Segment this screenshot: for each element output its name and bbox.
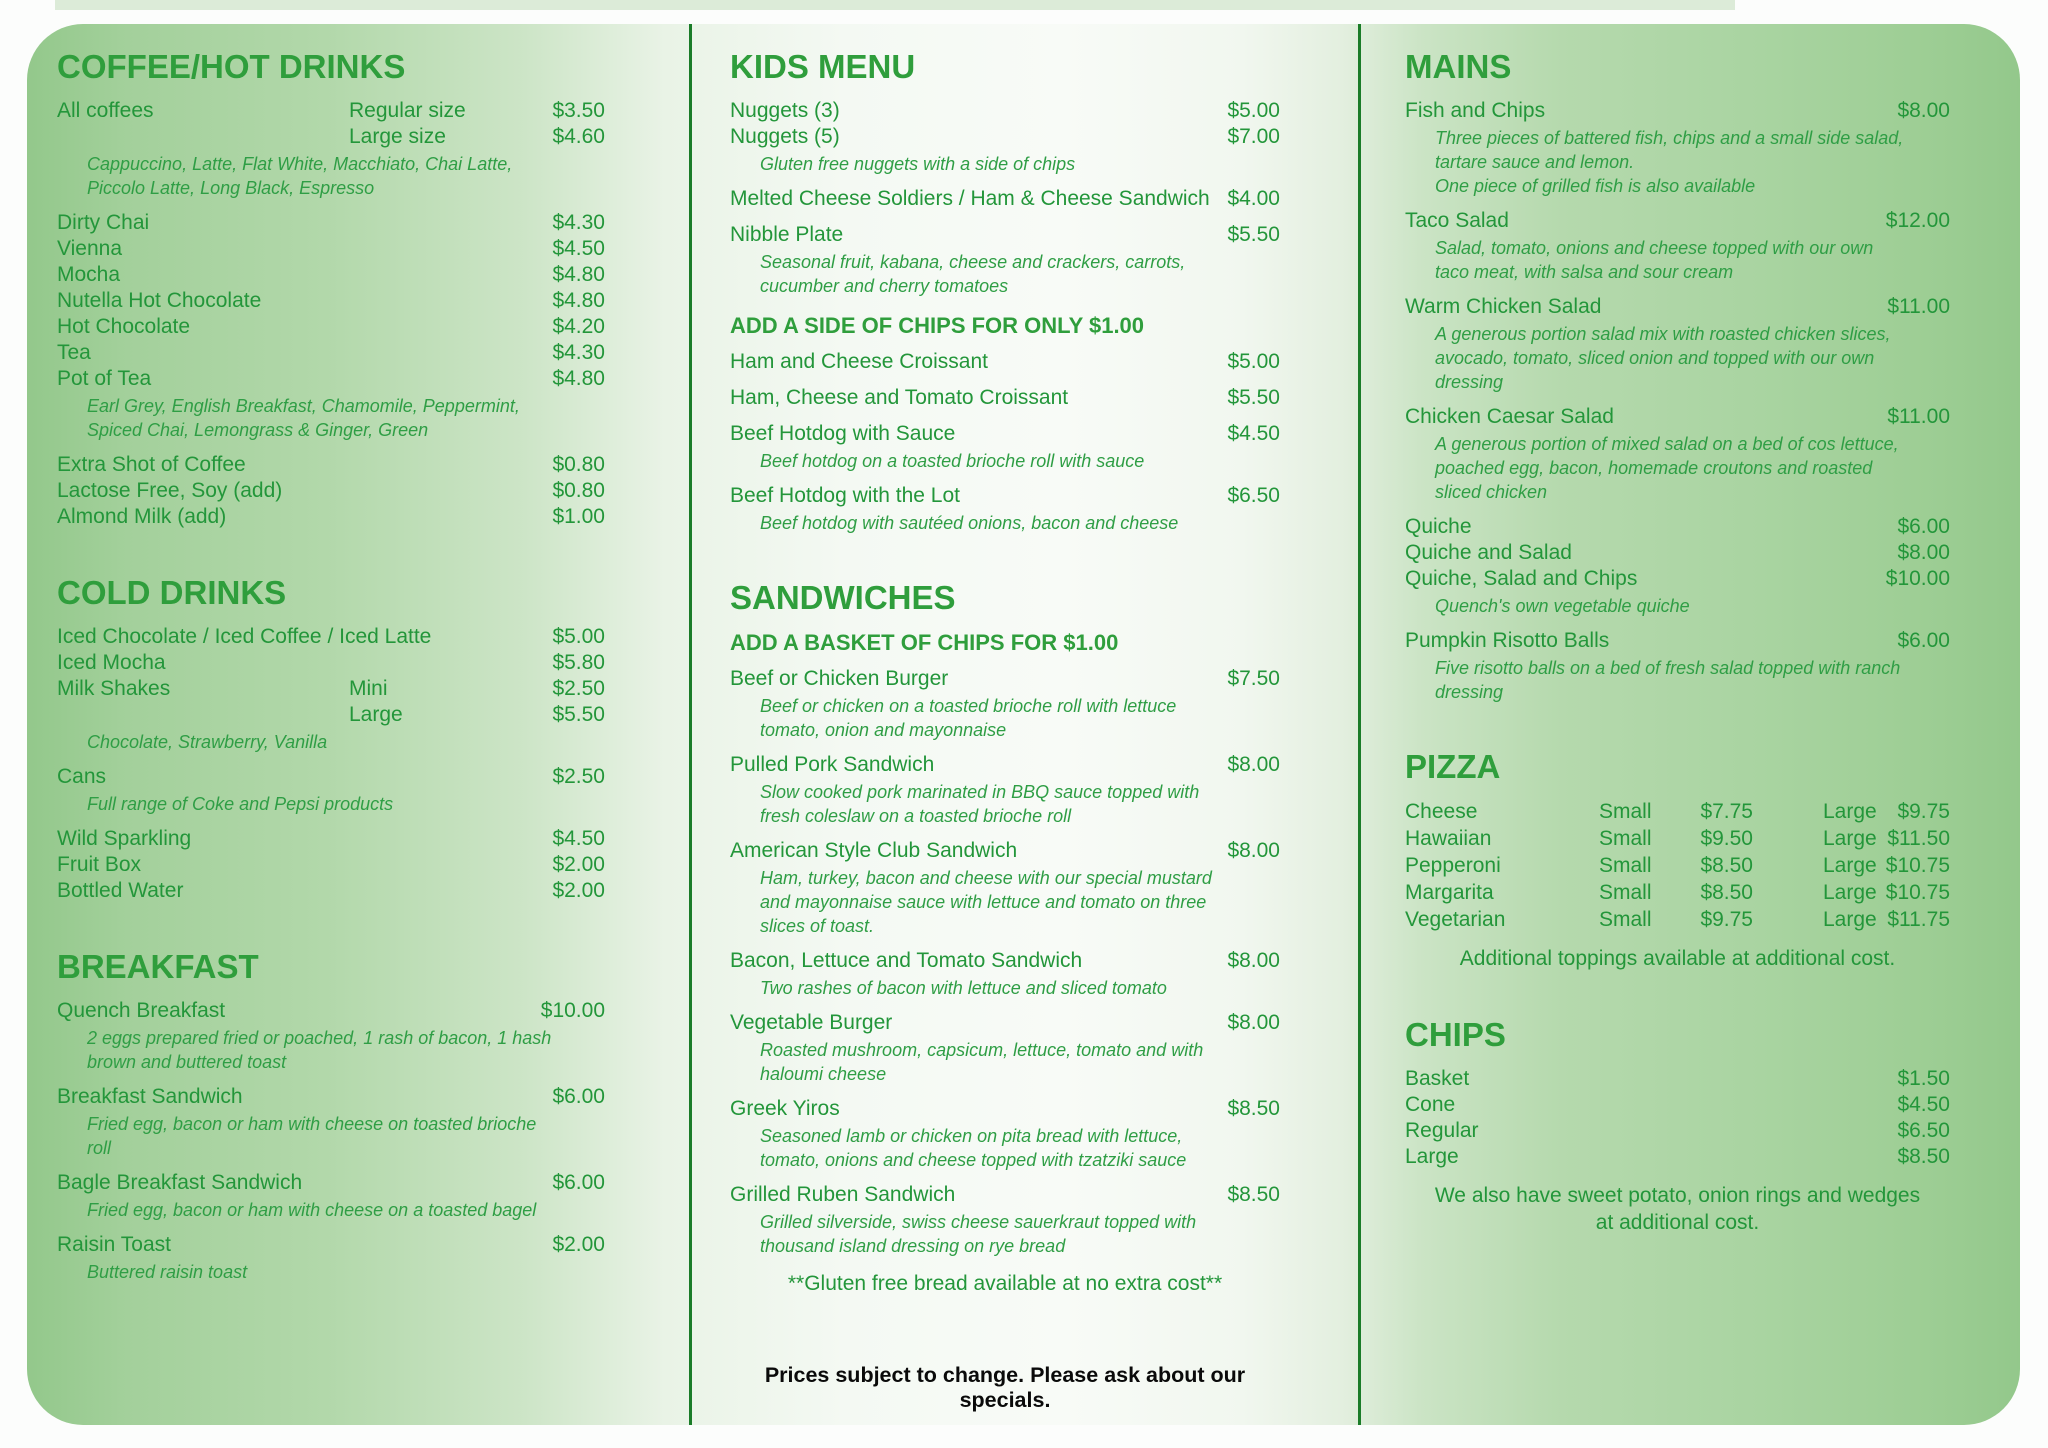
item-description: Roasted mushroom, capsicum, lettuce, tomato and with haloumi cheese: [760, 1040, 1204, 1084]
item-description: Ham, turkey, bacon and cheese with our special mustard and mayonnaise sauce with lettuce and tomato on three slices of toast.: [760, 868, 1212, 936]
item-description: Fried egg, bacon or ham with cheese on toasted brioche roll: [87, 1114, 537, 1158]
section-title: COLD DRINKS: [57, 574, 287, 611]
size-label-large: Large: [1823, 827, 1877, 850]
menu-item: [730, 838, 1280, 864]
item-description: Two rashes of bacon with lettuce and sliced tomato: [760, 978, 1167, 998]
scan-edge-strip: [55, 0, 1735, 10]
footer-note: Prices subject to change. Please ask about our specials.: [764, 1363, 1246, 1412]
item-name: Breakfast Sandwich: [57, 1085, 243, 1108]
size-label-small: Small: [1599, 881, 1652, 904]
section-title: SANDWICHES: [730, 579, 956, 616]
item-size-label: Large size: [349, 125, 446, 148]
item-description: Beef hotdog with sautéed onions, bacon and cheese: [760, 513, 1179, 533]
item-price: $8.00: [1227, 1011, 1280, 1034]
menu-item: [57, 366, 605, 392]
item-name: Dirty Chai: [57, 211, 150, 234]
menu-item: [57, 210, 605, 236]
item-description: Buttered raisin toast: [87, 1262, 248, 1282]
pizza-row: [1405, 798, 1950, 825]
size-label-large: Large: [1823, 881, 1877, 904]
item-name: Hot Chocolate: [57, 315, 191, 338]
menu-item: [730, 752, 1280, 778]
menu-section: [1405, 748, 1950, 972]
item-name: Chicken Caesar Salad: [1405, 405, 1614, 428]
item-name: Bacon, Lettuce and Tomato Sandwich: [730, 949, 1083, 972]
menu-item: [1405, 1144, 1950, 1170]
item-price: $8.50: [1227, 1183, 1280, 1206]
menu-card: [27, 24, 2020, 1425]
item-price: $5.00: [552, 625, 605, 648]
menu-section: [730, 579, 1280, 1297]
item-name: All coffees: [57, 99, 154, 122]
menu-section: [57, 574, 605, 904]
item-price: $2.50: [552, 765, 605, 788]
item-name: Iced Chocolate / Iced Coffee / Iced Latte: [57, 625, 432, 648]
item-name: Quiche: [1405, 515, 1472, 538]
item-name: Greek Yiros: [730, 1097, 840, 1120]
section-note: We also have sweet potato, onion rings and wedges at additional cost.: [1434, 1184, 1921, 1234]
item-price: $4.60: [552, 125, 605, 148]
item-name: Tea: [57, 341, 91, 364]
item-price: $2.00: [552, 1233, 605, 1256]
menu-section: [57, 948, 605, 1284]
menu-item: [1405, 540, 1950, 566]
item-description: Salad, tomato, onions and cheese topped with our own taco meat, with salsa and sour cream: [1435, 238, 1874, 282]
item-description: Chocolate, Strawberry, Vanilla: [87, 732, 328, 752]
item-price: $6.00: [552, 1171, 605, 1194]
item-price: $2.00: [552, 853, 605, 876]
item-name: Ham, Cheese and Tomato Croissant: [730, 386, 1069, 409]
item-price: $6.50: [1227, 484, 1280, 507]
menu-item: [730, 1182, 1280, 1208]
item-price: $5.50: [1227, 386, 1280, 409]
menu-item: [57, 314, 605, 340]
item-name: Grilled Ruben Sandwich: [730, 1183, 956, 1206]
item-name: Ham and Cheese Croissant: [730, 350, 988, 373]
item-description: Seasoned lamb or chicken on pita bread with lettuce, tomato, onions and cheese topped with tzatziki sauce: [760, 1126, 1187, 1170]
item-price-large: $11.75: [1887, 908, 1950, 931]
item-name: Cone: [1405, 1093, 1456, 1116]
item-name: Mocha: [57, 263, 121, 286]
item-price: $2.00: [552, 879, 605, 902]
menu-item: [730, 483, 1280, 509]
item-price: $1.00: [552, 505, 605, 528]
item-description: Earl Grey, English Breakfast, Chamomile, Peppermint, Spiced Chai, Lemongrass & Ginger, Green: [87, 396, 520, 440]
menu-item: [57, 1170, 605, 1196]
item-price: $10.00: [1885, 567, 1950, 590]
item-name: Regular: [1405, 1119, 1479, 1142]
item-price: $4.30: [552, 211, 605, 234]
item-name: Cans: [57, 765, 107, 788]
item-name: Bagle Breakfast Sandwich: [57, 1171, 303, 1194]
menu-item: [57, 124, 605, 150]
item-price: $0.80: [552, 479, 605, 502]
section-title: PIZZA: [1405, 748, 1501, 785]
menu-item: [730, 948, 1280, 974]
item-price: $11.00: [1887, 295, 1950, 318]
menu-item: [57, 764, 605, 790]
section-note: Additional toppings available at additional cost.: [1459, 947, 1896, 970]
menu-item: [1405, 1118, 1950, 1144]
item-name: Beef or Chicken Burger: [730, 667, 949, 690]
item-name: Melted Cheese Soldiers / Ham & Cheese Sandwich: [730, 187, 1210, 210]
item-description: Gluten free nuggets with a side of chips: [760, 154, 1076, 174]
item-price-large: $9.75: [1897, 800, 1950, 823]
menu-section: [1405, 1016, 1950, 1236]
item-price: $8.50: [1227, 1097, 1280, 1120]
pizza-row: [1405, 825, 1950, 852]
item-name: Cheese: [1405, 800, 1478, 823]
menu-item: [57, 878, 605, 904]
item-name: Hawaiian: [1405, 827, 1492, 850]
item-name: Extra Shot of Coffee: [57, 453, 246, 476]
menu-section: [57, 48, 605, 530]
menu-item: [57, 478, 605, 504]
section-title: CHIPS: [1405, 1016, 1506, 1053]
menu-column-middle: [730, 42, 1280, 1303]
size-label-small: Small: [1599, 908, 1652, 931]
item-description: Five risotto balls on a bed of fresh salad topped with ranch dressing: [1435, 658, 1901, 702]
item-name: Lactose Free, Soy (add): [57, 479, 283, 502]
item-description: Quench's own vegetable quiche: [1435, 596, 1690, 616]
item-name: Pepperoni: [1405, 854, 1501, 877]
menu-item: [57, 624, 605, 650]
item-price: $8.00: [1227, 839, 1280, 862]
section-title: COFFEE/HOT DRINKS: [57, 48, 406, 85]
item-description: One piece of grilled fish is also available: [1435, 176, 1756, 196]
section-note: **Gluten free bread available at no extra cost**: [787, 1272, 1223, 1295]
item-name: Basket: [1405, 1067, 1470, 1090]
menu-item: [57, 998, 605, 1024]
item-price: $1.50: [1897, 1067, 1950, 1090]
menu-item: [730, 349, 1280, 375]
menu-item: [730, 1010, 1280, 1036]
item-description: A generous portion salad mix with roasted chicken slices, avocado, tomato, sliced onion and topped with our own dressing: [1435, 324, 1891, 392]
item-price: $4.80: [552, 289, 605, 312]
menu-item: [730, 98, 1280, 124]
menu-item: [1405, 98, 1950, 124]
item-price: $4.50: [552, 237, 605, 260]
item-name: Bottled Water: [57, 879, 184, 902]
item-description: Three pieces of battered fish, chips and a small side salad, tartare sauce and lemon.: [1435, 128, 1904, 172]
menu-item: [57, 1232, 605, 1258]
item-price: $4.50: [552, 827, 605, 850]
menu-item: [57, 236, 605, 262]
item-price: $0.80: [552, 453, 605, 476]
item-price: $12.00: [1885, 209, 1950, 232]
item-price: $4.30: [552, 341, 605, 364]
item-name: Raisin Toast: [57, 1233, 172, 1256]
pizza-row: [1405, 906, 1950, 933]
size-label-small: Small: [1599, 827, 1652, 850]
pizza-row: [1405, 879, 1950, 906]
menu-item: [57, 340, 605, 366]
item-price: $4.80: [552, 263, 605, 286]
size-label-large: Large: [1823, 908, 1877, 931]
item-name: American Style Club Sandwich: [730, 839, 1018, 862]
item-name: Wild Sparkling: [57, 827, 192, 850]
item-name: Vienna: [57, 237, 123, 260]
item-name: Quench Breakfast: [57, 999, 226, 1022]
menu-item: [1405, 628, 1950, 654]
item-description: Beef hotdog on a toasted brioche roll with sauce: [760, 451, 1145, 471]
menu-item: [57, 650, 605, 676]
menu-item: [57, 504, 605, 530]
item-name: Pulled Pork Sandwich: [730, 753, 935, 776]
item-name: Fruit Box: [57, 853, 142, 876]
item-name: Almond Milk (add): [57, 505, 227, 528]
item-price: $4.20: [552, 315, 605, 338]
item-description: Seasonal fruit, kabana, cheese and crackers, carrots, cucumber and cherry tomatoes: [760, 252, 1186, 296]
menu-item: [1405, 514, 1950, 540]
item-size-label: Large: [349, 703, 403, 726]
item-price: $5.00: [1227, 350, 1280, 373]
item-price: $4.50: [1897, 1093, 1950, 1116]
item-name: Fish and Chips: [1405, 99, 1546, 122]
menu-section: [1405, 48, 1950, 704]
item-price: $7.00: [1227, 125, 1280, 148]
item-price-small: $8.50: [1700, 854, 1753, 877]
item-price: $6.00: [552, 1085, 605, 1108]
menu-item: [730, 186, 1280, 212]
item-name: Nibble Plate: [730, 223, 844, 246]
menu-item: [1405, 1066, 1950, 1092]
menu-item: [730, 421, 1280, 447]
item-price: $5.00: [1227, 99, 1280, 122]
item-price: $4.50: [1227, 422, 1280, 445]
item-size-label: Mini: [349, 677, 388, 700]
item-name: Beef Hotdog with the Lot: [730, 484, 960, 507]
item-name: Large: [1405, 1145, 1459, 1168]
item-name: Margarita: [1405, 881, 1494, 904]
menu-item: [57, 1084, 605, 1110]
menu-item: [730, 385, 1280, 411]
item-description: 2 eggs prepared fried or poached, 1 rash of bacon, 1 hash brown and buttered toast: [87, 1028, 552, 1072]
item-price-small: $8.50: [1700, 881, 1753, 904]
size-label-small: Small: [1599, 854, 1652, 877]
item-price: $6.00: [1897, 515, 1950, 538]
item-price: $4.00: [1227, 187, 1280, 210]
menu-item: [57, 452, 605, 478]
item-name: Iced Mocha: [57, 651, 166, 674]
menu-column-right: [1405, 42, 1950, 1242]
item-price: $5.50: [552, 703, 605, 726]
item-description: A generous portion of mixed salad on a bed of cos lettuce, poached egg, bacon, homemade croutons and roasted sliced chicken: [1435, 434, 1899, 502]
item-price: $5.80: [552, 651, 605, 674]
item-description: Beef or chicken on a toasted brioche roll with lettuce tomato, onion and mayonnaise: [760, 696, 1177, 740]
item-name: Pumpkin Risotto Balls: [1405, 629, 1610, 652]
item-price: $8.00: [1897, 541, 1950, 564]
sub-header: ADD A BASKET OF CHIPS FOR $1.00: [730, 630, 1119, 655]
menu-item: [1405, 294, 1950, 320]
item-price: $8.50: [1897, 1145, 1950, 1168]
item-name: Nuggets (5): [730, 125, 840, 148]
item-price: $6.50: [1897, 1119, 1950, 1142]
item-price: $8.00: [1227, 949, 1280, 972]
size-label-small: Small: [1599, 800, 1652, 823]
item-price-large: $10.75: [1885, 881, 1950, 904]
item-price-large: $11.50: [1887, 827, 1950, 850]
section-title: MAINS: [1405, 48, 1512, 85]
menu-item: [57, 676, 605, 702]
menu-item: [57, 288, 605, 314]
item-description: Fried egg, bacon or ham with cheese on a toasted bagel: [87, 1200, 537, 1220]
item-price: $3.50: [552, 99, 605, 122]
item-name: Beef Hotdog with Sauce: [730, 422, 956, 445]
menu-item: [1405, 1092, 1950, 1118]
item-price: $7.50: [1227, 667, 1280, 690]
menu-item: [730, 124, 1280, 150]
menu-item: [57, 98, 605, 124]
sub-header: ADD A SIDE OF CHIPS FOR ONLY $1.00: [730, 313, 1145, 338]
item-price-small: $7.75: [1700, 800, 1753, 823]
pizza-row: [1405, 852, 1950, 879]
item-price: $6.00: [1897, 629, 1950, 652]
menu-item: [730, 666, 1280, 692]
item-price-small: $9.75: [1700, 908, 1753, 931]
item-name: Taco Salad: [1405, 209, 1509, 232]
menu-item: [730, 222, 1280, 248]
item-description: Cappuccino, Latte, Flat White, Macchiato, Chai Latte, Piccolo Latte, Long Black, Espresso: [87, 154, 513, 198]
menu-item: [57, 702, 605, 728]
item-price-small: $9.50: [1700, 827, 1753, 850]
column-divider-right: [1358, 24, 1361, 1425]
item-name: Warm Chicken Salad: [1405, 295, 1602, 318]
column-divider-left: [689, 24, 692, 1425]
menu-item: [1405, 404, 1950, 430]
item-price-large: $10.75: [1885, 854, 1950, 877]
item-name: Nuggets (3): [730, 99, 840, 122]
item-price: $2.50: [552, 677, 605, 700]
menu-item: [730, 1096, 1280, 1122]
item-description: Grilled silverside, swiss cheese sauerkraut topped with thousand island dressing on rye bread: [760, 1212, 1197, 1256]
menu-item: [57, 262, 605, 288]
item-price: $4.80: [552, 367, 605, 390]
item-price: $10.00: [540, 999, 605, 1022]
menu-section: [730, 48, 1280, 535]
item-size-label: Regular size: [349, 99, 466, 122]
item-price: $8.00: [1897, 99, 1950, 122]
item-name: Quiche and Salad: [1405, 541, 1572, 564]
size-label-large: Large: [1823, 800, 1877, 823]
menu-item: [1405, 566, 1950, 592]
menu-item: [57, 826, 605, 852]
section-title: KIDS MENU: [730, 48, 916, 85]
menu-item: [1405, 208, 1950, 234]
item-name: Quiche, Salad and Chips: [1405, 567, 1638, 590]
item-name: Nutella Hot Chocolate: [57, 289, 262, 312]
menu-column-left: [57, 42, 605, 1294]
item-description: Slow cooked pork marinated in BBQ sauce topped with fresh coleslaw on a toasted brioche roll: [760, 782, 1200, 826]
menu-item: [57, 852, 605, 878]
item-name: Milk Shakes: [57, 677, 171, 700]
item-name: Vegetarian: [1405, 908, 1506, 931]
item-name: Pot of Tea: [57, 367, 152, 390]
section-title: BREAKFAST: [57, 948, 259, 985]
item-name: Vegetable Burger: [730, 1011, 893, 1034]
item-description: Full range of Coke and Pepsi products: [87, 794, 394, 814]
item-price: $11.00: [1887, 405, 1950, 428]
size-label-large: Large: [1823, 854, 1877, 877]
item-price: $8.00: [1227, 753, 1280, 776]
item-price: $5.50: [1227, 223, 1280, 246]
